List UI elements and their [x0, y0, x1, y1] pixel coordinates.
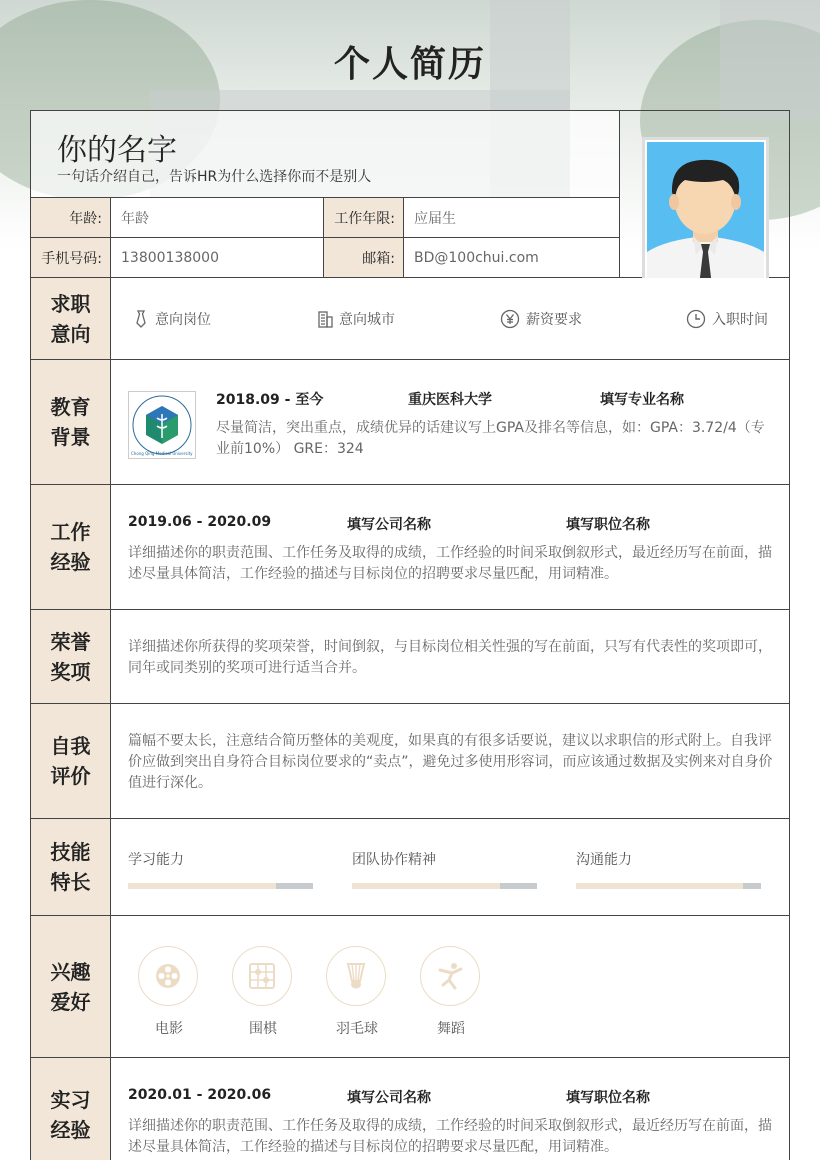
skill-bar	[352, 883, 537, 889]
building-icon	[317, 310, 333, 328]
dance-icon	[435, 961, 465, 991]
section-title: 实习经验	[50, 1087, 91, 1142]
intent-section	[31, 278, 789, 360]
section-title: 技能特长	[50, 840, 91, 894]
internship-period: 2020.01 - 2020.06	[128, 1087, 272, 1103]
intent-city: 意向城市	[317, 278, 395, 359]
honors-desc: 详细描述你所获得的奖项荣誉，时间倒叙，与目标岗位相关性强的写在前面，只写有代表性的奖项即可，同年或同类别的奖项可进行适当合并。	[128, 639, 772, 676]
university-logo: Chong Qing Medical University	[128, 391, 196, 459]
header-block	[31, 111, 789, 278]
candidate-name: 你的名字	[57, 133, 177, 168]
intent-position: 意向岗位	[133, 278, 211, 359]
honors-section	[31, 610, 789, 704]
profile-photo	[642, 137, 769, 294]
phone-value: 13800138000	[111, 238, 324, 277]
clock-icon	[686, 309, 706, 329]
years-label: 工作年限:	[324, 198, 404, 237]
internship-position: 填写职位名称	[566, 1090, 650, 1106]
intent-start-date: 入职时间	[686, 278, 768, 359]
yen-icon	[500, 309, 520, 329]
internship-section	[31, 1058, 789, 1160]
section-title: 荣誉奖项	[50, 629, 91, 684]
education-desc: 尽量简洁，突出重点，成绩优异的话建议写上GPA及排名等信息，如：GPA：3.72/4（专业前10%） GRE：324	[216, 420, 765, 457]
skill-bar	[128, 883, 313, 889]
skill-item: 沟通能力	[576, 849, 761, 889]
age-value: 年龄	[111, 198, 324, 237]
film-icon	[153, 961, 183, 991]
work-period: 2019.06 - 2020.09	[128, 514, 272, 530]
section-title: 求职意向	[50, 291, 91, 346]
internship-company: 填写公司名称	[347, 1090, 431, 1106]
info-row	[31, 238, 620, 277]
years-value: 应届生	[404, 198, 619, 237]
email-label: 邮箱:	[324, 238, 404, 277]
go-board-icon	[247, 961, 277, 991]
education-school: 重庆医科大学	[408, 392, 492, 408]
education-major: 填写专业名称	[600, 392, 684, 408]
hobby-item: 围棋	[232, 946, 294, 1038]
resume-sheet	[30, 110, 790, 1160]
section-title: 兴趣爱好	[50, 959, 91, 1014]
age-label: 年龄:	[31, 198, 111, 237]
work-position: 填写职位名称	[566, 517, 650, 533]
name-box	[31, 111, 620, 198]
email-value: BD@100chui.com	[404, 238, 619, 277]
self-eval-desc: 篇幅不要太长，注意结合简历整体的美观度，如果真的有很多话要说，建议以求职信的形式附上。自我评价应做到突出自身符合目标岗位要求的“卖点”，避免过多使用形容词，而应该通过数据及实例来对自身价值进行深化。	[128, 733, 773, 791]
skill-bar	[576, 883, 761, 889]
hobby-item: 舞蹈	[420, 946, 482, 1038]
work-header	[128, 514, 650, 534]
section-title: 自我评价	[50, 734, 91, 788]
skill-bar-fill	[576, 883, 743, 889]
education-period: 2018.09 - 至今	[216, 392, 324, 408]
shuttlecock-icon	[341, 961, 371, 991]
intent-salary: 薪资要求	[500, 278, 582, 359]
internship-header	[128, 1087, 650, 1107]
skill-bar-fill	[128, 883, 276, 889]
phone-label: 手机号码:	[31, 238, 111, 277]
work-desc: 详细描述你的职责范围、工作任务及取得的成绩，工作经验的时间采取倒叙形式，最近经历写在前面，描述尽量具体简洁，工作经验的描述与目标岗位的招聘要求尽量匹配，用词精准。	[128, 545, 772, 582]
tie-icon	[133, 310, 149, 328]
hobbies-section	[31, 916, 789, 1058]
skill-item: 学习能力	[128, 849, 313, 889]
candidate-slogan: 一句话介绍自己，告诉HR为什么选择你而不是别人	[57, 169, 372, 185]
work-section	[31, 485, 789, 610]
section-title: 工作经验	[50, 520, 91, 574]
hobby-item: 羽毛球	[326, 946, 388, 1038]
internship-desc: 详细描述你的职责范围、工作任务及取得的成绩，工作经验的时间采取倒叙形式，最近经历写在前面，描述尽量具体简洁，工作经验的描述与目标岗位的招聘要求尽量匹配，用词精准。	[128, 1118, 772, 1155]
education-section	[31, 360, 789, 485]
hobby-item: 电影	[138, 946, 200, 1038]
skills-section	[31, 819, 789, 916]
page-title: 个人简历	[333, 44, 486, 85]
self-eval-section	[31, 704, 789, 819]
info-row	[31, 198, 620, 238]
skill-item: 团队协作精神	[352, 849, 537, 889]
section-title: 教育背景	[50, 395, 91, 449]
skill-bar-fill	[352, 883, 500, 889]
work-company: 填写公司名称	[347, 517, 431, 533]
education-header	[216, 389, 684, 409]
